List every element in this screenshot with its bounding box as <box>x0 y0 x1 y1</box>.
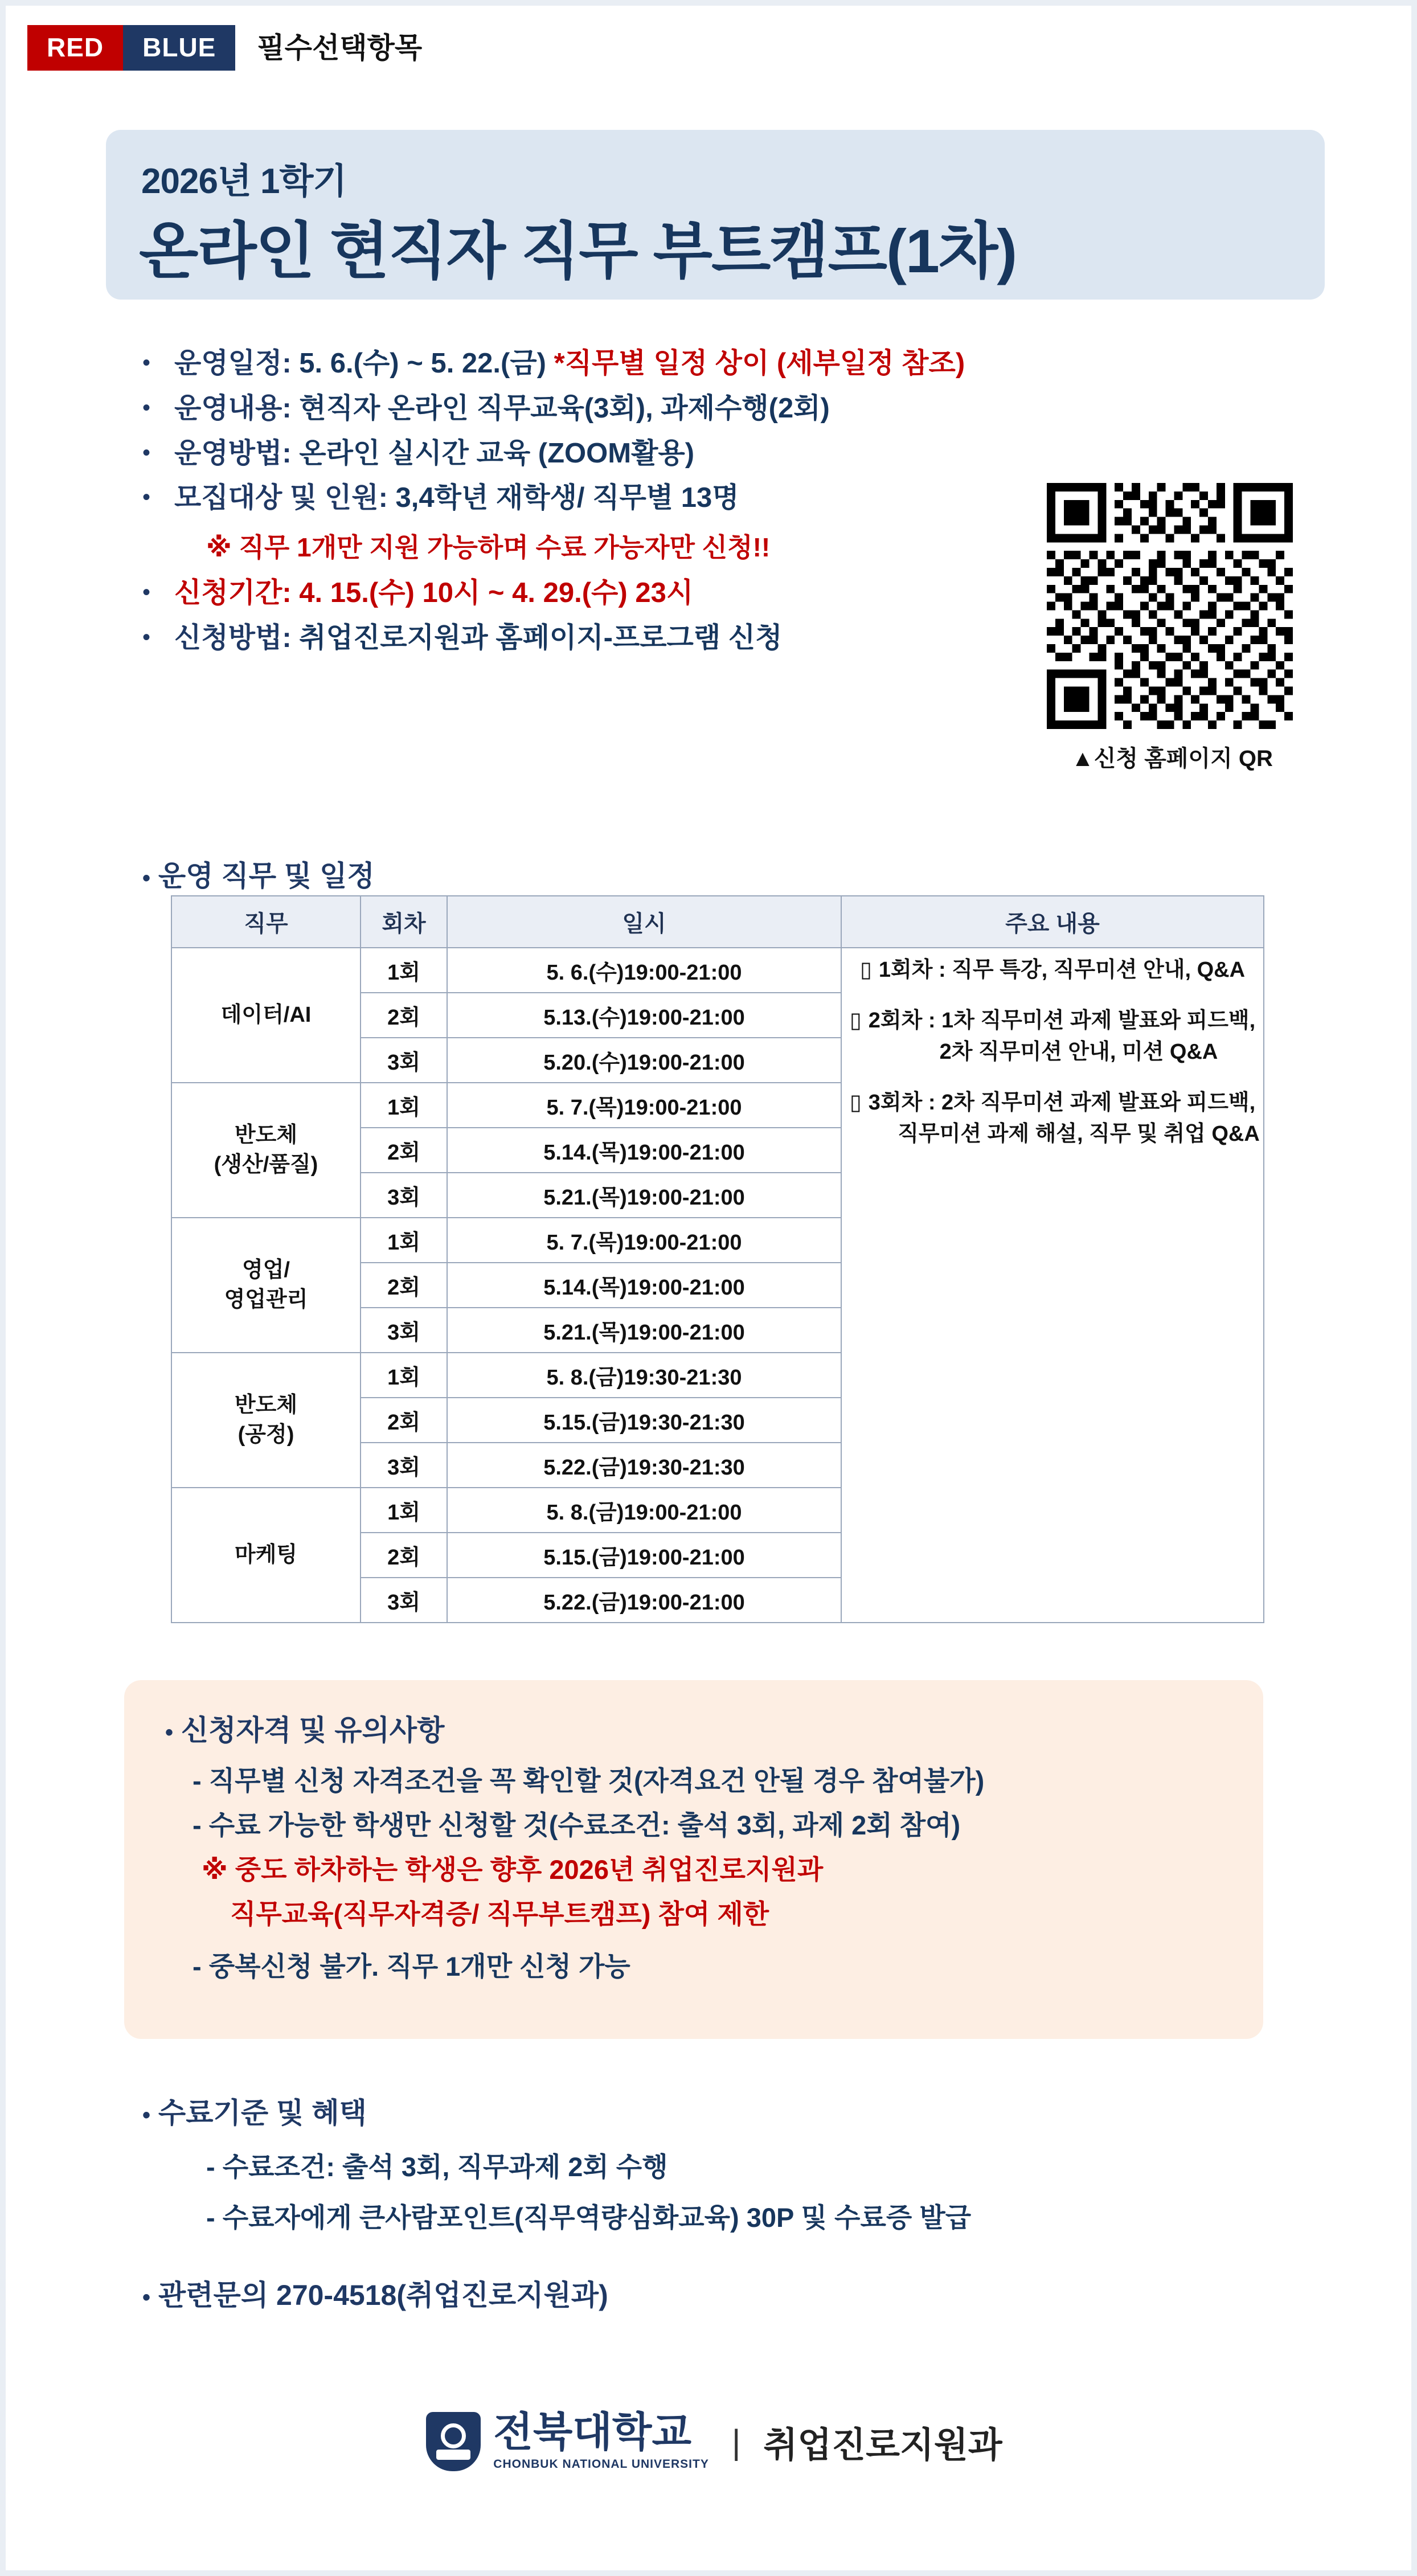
info-row <box>142 437 1031 470</box>
benefit-line: - 수료조건: 출석 3회, 직무과제 2회 수행 <box>206 2152 668 2182</box>
title-semester: 2026년 1학기 <box>141 162 347 201</box>
notice-box <box>124 1680 1263 2039</box>
benefit-title <box>142 2090 1224 2131</box>
round: 1회 <box>361 1488 447 1533</box>
tag-blue: BLUE <box>123 25 235 71</box>
datetime: 5. 7.(목)19:00-21:00 <box>447 1083 841 1128</box>
round: 2회 <box>361 1398 447 1443</box>
info-row <box>142 482 1031 515</box>
square-bullet-icon: ▯ <box>849 1009 862 1033</box>
info-label: 모집대상 및 인원: <box>174 482 388 514</box>
job-name: 마케팅 <box>171 1488 361 1623</box>
round: 3회 <box>361 1308 447 1353</box>
info-label: 운영일정: <box>174 348 292 379</box>
info-value: 5. 6.(수) ~ 5. 22.(금) <box>299 348 547 379</box>
job-name: 영업/ 영업관리 <box>171 1218 361 1353</box>
content-cell <box>841 948 1264 1623</box>
table-row <box>171 948 1264 993</box>
content-main: 3회차 : 2차 직무미션 과제 발표와 피드백, <box>868 1091 1256 1115</box>
job-name: 반도체 (생산/품질) <box>171 1083 361 1218</box>
footer <box>6 2412 1417 2471</box>
job-name: 데이터/AI <box>171 948 361 1083</box>
info-label: 신청기간: <box>174 578 292 609</box>
info-value: 3,4학년 재학생/ 직무별 13명 <box>395 482 739 514</box>
bullet-icon: • <box>142 2103 151 2128</box>
university-name-en: CHONBUK NATIONAL UNIVERSITY <box>493 2458 709 2471</box>
benefit-line: - 수료자에게 큰사람포인트(직무역량심화교육) 30P 및 수료증 발급 <box>206 2202 972 2233</box>
datetime: 5. 8.(금)19:30-21:30 <box>447 1353 841 1398</box>
bullet-icon: • <box>142 580 151 605</box>
round: 3회 <box>361 1038 447 1083</box>
datetime: 5. 6.(수)19:00-21:00 <box>447 948 841 993</box>
info-note: *직무별 일정 상이 (세부일정 참조) <box>554 348 965 379</box>
tag-category-label: 필수선택항목 <box>257 32 423 64</box>
round: 1회 <box>361 948 447 993</box>
square-bullet-icon: ▯ <box>859 958 872 982</box>
qr-code-icon[interactable] <box>1047 483 1293 729</box>
content-sub: 2차 직무미션 안내, 미션 Q&A <box>939 1040 1218 1064</box>
benefit-section <box>142 2090 1224 2247</box>
schedule-heading <box>142 853 375 894</box>
datetime: 5.14.(목)19:00-21:00 <box>447 1263 841 1308</box>
tag-bar <box>27 25 422 71</box>
qr-svg <box>1047 483 1293 729</box>
title-box <box>106 130 1325 300</box>
bullet-icon: • <box>142 485 151 510</box>
info-value: 현직자 온라인 직무교육(3회), 과제수행(2회) <box>299 392 830 424</box>
datetime: 5.15.(금)19:30-21:30 <box>447 1398 841 1443</box>
bullet-icon: • <box>142 866 151 891</box>
schedule-table-wrap <box>171 895 1264 1623</box>
notice-line: - 수료 가능한 학생만 신청할 것(수료조건: 출석 3회, 과제 2회 참여) <box>193 1810 961 1840</box>
schedule-table <box>171 895 1264 1623</box>
page-title: 온라인 현직자 직무 부트캠프(1차) <box>139 216 1017 285</box>
round: 2회 <box>361 1263 447 1308</box>
datetime: 5. 7.(목)19:00-21:00 <box>447 1218 841 1263</box>
contact-line <box>142 2272 608 2313</box>
benefit-title-label: 수료기준 및 혜택 <box>158 2097 367 2129</box>
info-row <box>142 622 1031 655</box>
info-value-red: 4. 15.(수) 10시 ~ 4. 29.(수) 23시 <box>299 578 694 609</box>
round: 2회 <box>361 1128 447 1173</box>
notice-title-label: 신청자격 및 유의사항 <box>181 1714 445 1746</box>
datetime: 5.21.(목)19:00-21:00 <box>447 1173 841 1218</box>
datetime: 5.21.(목)19:00-21:00 <box>447 1308 841 1353</box>
content-item <box>842 1087 1263 1150</box>
info-emphasis-note: ※ 직무 1개만 지원 가능하며 수료 가능자만 신청!! <box>206 533 771 563</box>
datetime: 5.22.(금)19:00-21:00 <box>447 1578 841 1623</box>
round: 3회 <box>361 1578 447 1623</box>
info-label: 운영내용: <box>174 392 292 424</box>
notice-line-warning: ※ 중도 하차하는 학생은 향후 2026년 취업진로지원과 <box>202 1854 824 1885</box>
square-bullet-icon: ▯ <box>849 1091 862 1115</box>
notice-title <box>165 1707 444 1748</box>
col-job: 직무 <box>171 896 361 948</box>
contact-label: 관련문의 270-4518(취업진로지원과) <box>158 2279 608 2311</box>
info-list <box>142 347 1031 667</box>
col-round: 회차 <box>361 896 447 948</box>
col-datetime: 일시 <box>447 896 841 948</box>
bullet-icon: • <box>142 625 151 650</box>
datetime: 5.20.(수)19:00-21:00 <box>447 1038 841 1083</box>
notice-line: - 중복신청 불가. 직무 1개만 신청 가능 <box>193 1951 630 1981</box>
datetime: 5.15.(금)19:00-21:00 <box>447 1533 841 1578</box>
datetime: 5.22.(금)19:30-21:30 <box>447 1443 841 1488</box>
round: 3회 <box>361 1173 447 1218</box>
notice-line-warning: 직무교육(직무자격증/ 직무부트캠프) 참여 제한 <box>230 1899 769 1929</box>
university-name-ko: 전북대학교 <box>493 2410 692 2455</box>
university-logo-text <box>493 2412 709 2471</box>
bullet-icon: • <box>142 395 151 420</box>
notice-line: - 직무별 신청 자격조건을 꼭 확인할 것(자격요건 안될 경우 참여불가) <box>193 1766 985 1796</box>
round: 2회 <box>361 1533 447 1578</box>
info-value: 취업진로지원과 홈페이지-프로그램 신청 <box>299 623 783 654</box>
round: 1회 <box>361 1353 447 1398</box>
info-label: 운영방법: <box>174 437 292 469</box>
bullet-icon: • <box>142 2285 151 2310</box>
content-main: 2회차 : 1차 직무미션 과제 발표와 피드백, <box>868 1009 1256 1033</box>
info-label: 신청방법: <box>174 623 292 654</box>
content-item <box>842 1005 1263 1068</box>
datetime: 5.13.(수)19:00-21:00 <box>447 993 841 1038</box>
info-row <box>142 577 1031 610</box>
round: 3회 <box>361 1443 447 1488</box>
qr-caption: ▲신청 홈페이지 QR <box>1071 746 1273 771</box>
department-name: 취업진로지원과 <box>763 2425 1002 2465</box>
university-logo-icon <box>426 2412 481 2471</box>
tag-red: RED <box>27 25 123 71</box>
job-name: 반도체 (공정) <box>171 1353 361 1488</box>
content-sub: 직무미션 과제 해설, 직무 및 취업 Q&A <box>898 1122 1260 1146</box>
content-item <box>842 955 1263 986</box>
round: 2회 <box>361 993 447 1038</box>
datetime: 5.14.(목)19:00-21:00 <box>447 1128 841 1173</box>
info-value: 온라인 실시간 교육 (ZOOM활용) <box>299 437 695 469</box>
bullet-icon: • <box>165 1720 174 1745</box>
footer-divider: | <box>731 2422 741 2461</box>
info-row <box>142 347 1031 380</box>
datetime: 5. 8.(금)19:00-21:00 <box>447 1488 841 1533</box>
round: 1회 <box>361 1083 447 1128</box>
table-header-row <box>171 896 1264 948</box>
bullet-icon: • <box>142 440 151 465</box>
bullet-icon: • <box>142 350 151 375</box>
round: 1회 <box>361 1218 447 1263</box>
content-main: 1회차 : 직무 특강, 직무미션 안내, Q&A <box>878 958 1246 982</box>
col-content: 주요 내용 <box>841 896 1264 948</box>
schedule-heading-label: 운영 직무 및 일정 <box>158 860 375 892</box>
info-row <box>142 392 1031 425</box>
